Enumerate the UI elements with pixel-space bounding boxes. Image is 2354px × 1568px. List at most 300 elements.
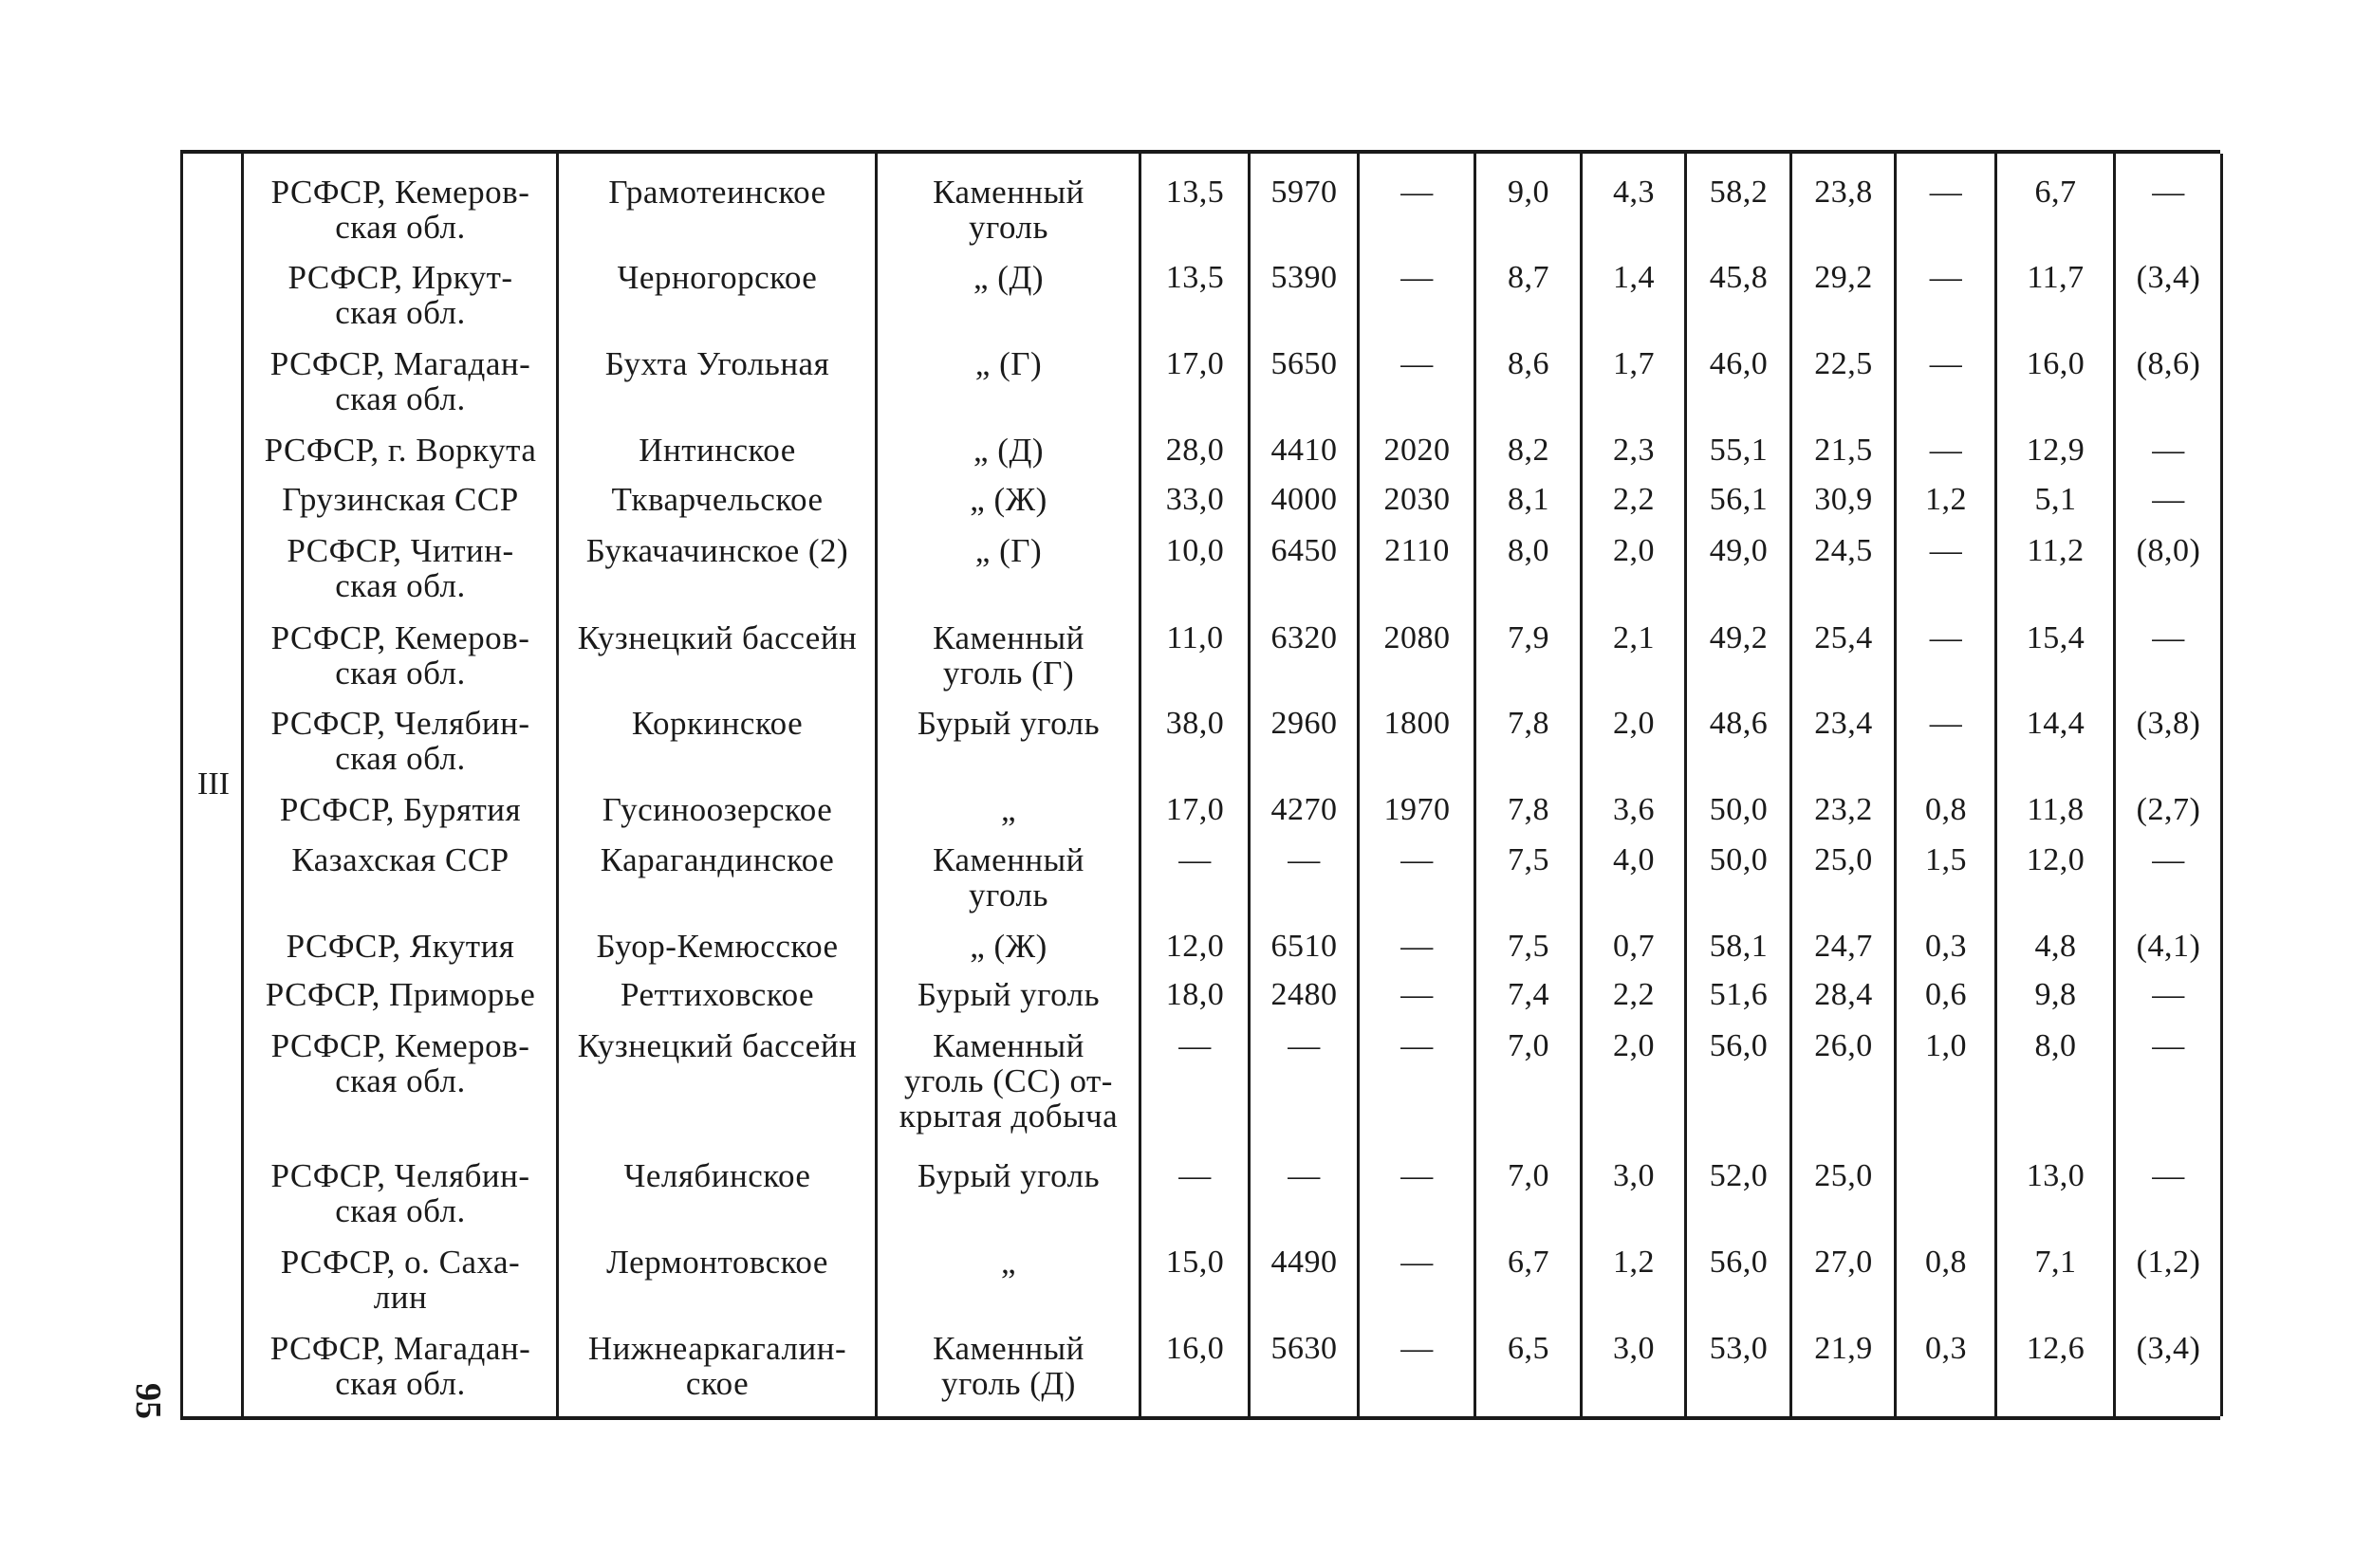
cell-line: 1,2 <box>1613 1245 1655 1280</box>
cell-line: ская обл. <box>335 1365 466 1402</box>
cell-line: Каменный <box>933 1330 1084 1367</box>
cell-line: 2080 <box>1383 620 1451 655</box>
cell-line: 56,0 <box>1709 1028 1769 1063</box>
table-cell-c9 <box>1998 1245 2113 1280</box>
cell-line: — <box>1400 842 1434 877</box>
table-cell-c6 <box>1688 929 1789 964</box>
table-cell-region <box>245 433 556 468</box>
cell-line: 8,0 <box>2034 1028 2077 1063</box>
cell-line: (8,6) <box>2136 346 2201 381</box>
cell-line: 10,0 <box>1165 533 1225 568</box>
table-cell-c7 <box>1793 533 1894 568</box>
table-cell-c8 <box>1898 842 1994 877</box>
table-cell-c10 <box>2117 346 2220 381</box>
cell-line: 13,5 <box>1165 260 1225 295</box>
group-label: III <box>197 766 230 802</box>
cell-line: Бурый уголь <box>917 1157 1101 1194</box>
table-cell-c2 <box>1251 929 1357 964</box>
table-cell-deposit <box>560 1158 875 1193</box>
table-cell-c2 <box>1251 533 1357 568</box>
table-cell-c2 <box>1251 1331 1357 1366</box>
table-cell-c4 <box>1477 929 1580 964</box>
table-cell-c6 <box>1688 842 1789 877</box>
cell-line: 24,7 <box>1814 929 1873 964</box>
cell-line: — <box>2152 842 2185 877</box>
table-cell-c3 <box>1361 977 1474 1012</box>
column-rule <box>1684 154 1687 1416</box>
cell-line: 1970 <box>1383 792 1451 827</box>
cell-line: 4,3 <box>1613 175 1655 210</box>
cell-line: РСФСР, г. Воркута <box>264 432 537 469</box>
table-cell-c5 <box>1584 533 1684 568</box>
cell-line: 4410 <box>1270 433 1338 468</box>
cell-line: Коркинское <box>631 705 804 742</box>
cell-line: Кузнецкий бассейн <box>577 1027 858 1064</box>
table-cell-type <box>879 929 1139 964</box>
cell-line: — <box>1400 1158 1434 1193</box>
table-cell-c6 <box>1688 792 1789 827</box>
table-cell-c8 <box>1898 1331 1994 1366</box>
table-cell-c10 <box>2117 1245 2220 1280</box>
cell-line: 2030 <box>1383 482 1451 517</box>
cell-line: РСФСР, Кемеров- <box>270 1027 530 1064</box>
cell-line: — <box>1400 977 1434 1012</box>
cell-line: 48,6 <box>1709 706 1769 741</box>
table-cell-c1 <box>1142 533 1248 568</box>
cell-line: 13,5 <box>1165 175 1225 210</box>
table-cell-c5 <box>1584 706 1684 741</box>
cell-line: 11,0 <box>1166 620 1224 655</box>
cell-line: РСФСР, Магадан- <box>269 1330 531 1367</box>
cell-line: (4,1) <box>2136 929 2201 964</box>
cell-line: РСФСР, Бурятия <box>279 791 522 828</box>
table-cell-c8 <box>1898 792 1994 827</box>
table-cell-c5 <box>1584 1245 1684 1280</box>
cell-line: 8,7 <box>1508 260 1549 295</box>
table-cell-c5 <box>1584 620 1684 655</box>
cell-line: 5390 <box>1270 260 1338 295</box>
table-cell-c9 <box>1998 620 2113 655</box>
page-number: 95 <box>128 1383 168 1419</box>
table-cell-type <box>879 1158 1139 1193</box>
cell-line: 6510 <box>1270 929 1338 964</box>
cell-line: РСФСР, Кемеров- <box>270 174 530 211</box>
cell-line: — <box>1178 842 1212 877</box>
table-cell-deposit <box>560 706 875 741</box>
table-cell-c10 <box>2117 260 2220 295</box>
table-cell-c9 <box>1998 346 2113 381</box>
table-cell-c10 <box>2117 977 2220 1012</box>
table-cell-c4 <box>1477 533 1580 568</box>
cell-line: 12,6 <box>2026 1331 2085 1366</box>
cell-line: ская обл. <box>335 1062 466 1099</box>
table-cell-c3 <box>1361 706 1474 741</box>
cell-line: ская обл. <box>335 655 466 692</box>
table-cell-c8 <box>1898 1028 1994 1063</box>
cell-line: Ткварчельское <box>611 481 824 518</box>
cell-line: „ (Ж) <box>970 481 1047 518</box>
table-cell-c7 <box>1793 706 1894 741</box>
cell-line: 12,0 <box>2026 842 2085 877</box>
cell-line: 49,2 <box>1709 620 1769 655</box>
column-rule <box>1474 154 1476 1416</box>
cell-line: — <box>1929 260 1963 295</box>
table-cell-c1 <box>1142 346 1248 381</box>
table-cell-c6 <box>1688 482 1789 517</box>
table-cell-c5 <box>1584 1028 1684 1063</box>
column-rule <box>875 154 878 1416</box>
cell-line: 6,7 <box>2034 175 2077 210</box>
table-cell-c10 <box>2117 175 2220 210</box>
cell-line: 6320 <box>1270 620 1338 655</box>
cell-line: 50,0 <box>1709 842 1769 877</box>
table-cell-c5 <box>1584 433 1684 468</box>
cell-line: 0,6 <box>1925 977 1967 1012</box>
cell-line: 5650 <box>1270 346 1338 381</box>
table-cell-region <box>245 1158 556 1228</box>
column-rule <box>2113 154 2116 1416</box>
table-cell-c8 <box>1898 260 1994 295</box>
cell-line: — <box>2152 620 2185 655</box>
table-cell-c7 <box>1793 1158 1894 1193</box>
column-rule <box>241 154 244 1416</box>
table-cell-c10 <box>2117 1028 2220 1063</box>
table-cell-c7 <box>1793 346 1894 381</box>
table-cell-region <box>245 977 556 1012</box>
cell-line: 8,1 <box>1508 482 1549 517</box>
cell-line: 7,9 <box>1508 620 1549 655</box>
table-cell-c8 <box>1898 482 1994 517</box>
table-cell-region <box>245 260 556 330</box>
table-cell-c3 <box>1361 260 1474 295</box>
table-cell-c5 <box>1584 260 1684 295</box>
table-cell-c3 <box>1361 433 1474 468</box>
cell-line: 0,3 <box>1925 929 1967 964</box>
table-cell-c8 <box>1898 175 1994 210</box>
table-cell-c2 <box>1251 1028 1357 1063</box>
cell-line: уголь (Г) <box>942 655 1075 692</box>
cell-line <box>1898 1158 1994 1193</box>
cell-line: 7,0 <box>1508 1158 1549 1193</box>
table-cell-deposit <box>560 929 875 964</box>
cell-line: 2,0 <box>1613 706 1655 741</box>
cell-line: 5630 <box>1270 1331 1338 1366</box>
table-cell-c1 <box>1142 433 1248 468</box>
table-cell-c2 <box>1251 620 1357 655</box>
table-cell-c6 <box>1688 1028 1789 1063</box>
cell-line: РСФСР, Челябин- <box>270 1157 530 1194</box>
table-cell-c1 <box>1142 175 1248 210</box>
cell-line: — <box>1400 346 1434 381</box>
cell-line: 2020 <box>1383 433 1451 468</box>
table-cell-c9 <box>1998 929 2113 964</box>
cell-line: 3,0 <box>1613 1158 1655 1193</box>
table-cell-deposit <box>560 533 875 568</box>
table-cell-c5 <box>1584 482 1684 517</box>
cell-line: РСФСР, Магадан- <box>269 345 531 382</box>
cell-line: 16,0 <box>2026 346 2085 381</box>
table-cell-type <box>879 706 1139 741</box>
cell-line: 50,0 <box>1709 792 1769 827</box>
table-cell-c4 <box>1477 977 1580 1012</box>
cell-line: Грузинская ССР <box>282 481 519 518</box>
cell-line: — <box>2152 175 2185 210</box>
cell-line: ская обл. <box>335 209 466 246</box>
table-cell-c5 <box>1584 1331 1684 1366</box>
table-cell-c10 <box>2117 533 2220 568</box>
table-cell-type <box>879 433 1139 468</box>
cell-line: 27,0 <box>1814 1245 1873 1280</box>
table-cell-c6 <box>1688 346 1789 381</box>
cell-line: 1,2 <box>1925 482 1967 517</box>
table-cell-c7 <box>1793 977 1894 1012</box>
cell-line: (3,8) <box>2136 706 2201 741</box>
cell-line: ская обл. <box>335 567 466 604</box>
cell-line: ская обл. <box>335 740 466 777</box>
table-cell-deposit <box>560 175 875 210</box>
table-cell-c5 <box>1584 346 1684 381</box>
table-cell-c1 <box>1142 929 1248 964</box>
cell-line: 2480 <box>1270 977 1338 1012</box>
table-cell-type <box>879 977 1139 1012</box>
cell-line: 9,0 <box>1508 175 1549 210</box>
cell-line: 26,0 <box>1814 1028 1873 1063</box>
cell-line: 7,0 <box>1508 1028 1549 1063</box>
cell-line: 1,5 <box>1925 842 1967 877</box>
table-cell-region <box>245 1028 556 1098</box>
table-cell-c4 <box>1477 482 1580 517</box>
table-cell-c4 <box>1477 433 1580 468</box>
cell-line: 7,8 <box>1508 792 1549 827</box>
table-cell-c8 <box>1898 433 1994 468</box>
table-cell-c6 <box>1688 1245 1789 1280</box>
table-cell-deposit <box>560 977 875 1012</box>
cell-line: (3,4) <box>2136 260 2201 295</box>
table-cell-c1 <box>1142 1028 1248 1063</box>
table-cell-c8 <box>1898 977 1994 1012</box>
cell-line: 28,4 <box>1814 977 1873 1012</box>
table-cell-deposit <box>560 260 875 295</box>
table-cell-c7 <box>1793 175 1894 210</box>
table-cell-c3 <box>1361 792 1474 827</box>
table-cell-c7 <box>1793 1028 1894 1063</box>
cell-line: 3,6 <box>1613 792 1655 827</box>
cell-line: РСФСР, о. Саха- <box>280 1244 521 1281</box>
table-cell-type <box>879 842 1139 913</box>
table-cell-deposit <box>560 842 875 877</box>
table-cell-region <box>245 346 556 416</box>
cell-line: 13,0 <box>2026 1158 2085 1193</box>
cell-line: 53,0 <box>1709 1331 1769 1366</box>
table-cell-c3 <box>1361 1331 1474 1366</box>
table-cell-deposit <box>560 620 875 655</box>
table-cell-region <box>245 533 556 603</box>
cell-line: 58,1 <box>1709 929 1769 964</box>
cell-line: 2,0 <box>1613 533 1655 568</box>
table-cell-c9 <box>1998 482 2113 517</box>
cell-line: 2,0 <box>1613 1028 1655 1063</box>
cell-line: — <box>1400 929 1434 964</box>
column-rule <box>556 154 559 1416</box>
cell-line: 23,4 <box>1814 706 1873 741</box>
table-cell-c7 <box>1793 842 1894 877</box>
cell-line: Нижнеаркагалин- <box>587 1330 847 1367</box>
cell-line: 30,9 <box>1814 482 1873 517</box>
cell-line: 0,3 <box>1925 1331 1967 1366</box>
table-top-rule <box>180 150 2220 154</box>
cell-line: РСФСР, Приморье <box>265 976 536 1013</box>
cell-line: уголь <box>969 209 1048 246</box>
cell-line: — <box>1178 1028 1212 1063</box>
cell-line: 1,4 <box>1613 260 1655 295</box>
column-rule <box>1994 154 1997 1416</box>
table-cell-c6 <box>1688 1158 1789 1193</box>
table-cell-c2 <box>1251 977 1357 1012</box>
cell-line: РСФСР, Читин- <box>287 532 514 569</box>
table-cell-type <box>879 346 1139 381</box>
cell-line: Каменный <box>933 1027 1084 1064</box>
cell-line: уголь (Д) <box>941 1365 1076 1402</box>
table-cell-c9 <box>1998 792 2113 827</box>
table-cell-c5 <box>1584 842 1684 877</box>
table-cell-c4 <box>1477 260 1580 295</box>
table-cell-deposit <box>560 346 875 381</box>
cell-line: — <box>1400 175 1434 210</box>
table-cell-c8 <box>1898 706 1994 741</box>
table-cell-c4 <box>1477 706 1580 741</box>
cell-line: 4490 <box>1270 1245 1338 1280</box>
cell-line: Каменный <box>933 841 1084 878</box>
table-cell-c2 <box>1251 260 1357 295</box>
cell-line: — <box>1178 1158 1212 1193</box>
table-cell-type <box>879 620 1139 691</box>
table-cell-c1 <box>1142 792 1248 827</box>
table-cell-type <box>879 1331 1139 1401</box>
cell-line: РСФСР, Иркут- <box>287 259 513 296</box>
column-rule <box>180 154 183 1416</box>
cell-line: ская обл. <box>335 1192 466 1229</box>
table-cell-c7 <box>1793 482 1894 517</box>
cell-line: 7,1 <box>2034 1245 2077 1280</box>
table-cell-c6 <box>1688 433 1789 468</box>
table-cell-c9 <box>1998 977 2113 1012</box>
table-cell-deposit <box>560 482 875 517</box>
table-cell-c10 <box>2117 706 2220 741</box>
cell-line: лин <box>373 1279 428 1316</box>
table-cell-c8 <box>1898 620 1994 655</box>
table-cell-c4 <box>1477 175 1580 210</box>
table-cell-c5 <box>1584 977 1684 1012</box>
cell-line: 49,0 <box>1709 533 1769 568</box>
cell-line: Бухта Угольная <box>604 345 830 382</box>
table-cell-type <box>879 175 1139 245</box>
cell-line: — <box>1400 1028 1434 1063</box>
cell-line: 7,4 <box>1508 977 1549 1012</box>
table-cell-c6 <box>1688 260 1789 295</box>
table-cell-c4 <box>1477 792 1580 827</box>
cell-line: Буор-Кемюсское <box>596 928 839 965</box>
column-rule <box>1248 154 1251 1416</box>
table-cell-type <box>879 792 1139 827</box>
cell-line: Гусиноозерское <box>602 791 833 828</box>
table-cell-type <box>879 1245 1139 1280</box>
table-cell-c4 <box>1477 1028 1580 1063</box>
cell-line: 56,0 <box>1709 1245 1769 1280</box>
cell-line: 21,5 <box>1814 433 1873 468</box>
table-cell-c9 <box>1998 433 2113 468</box>
table-cell-c1 <box>1142 977 1248 1012</box>
table-cell-c9 <box>1998 1028 2113 1063</box>
cell-line: 25,0 <box>1814 1158 1873 1193</box>
cell-line: — <box>1400 1245 1434 1280</box>
column-rule <box>1789 154 1792 1416</box>
table-cell-c10 <box>2117 433 2220 468</box>
cell-line: 2,2 <box>1613 482 1655 517</box>
cell-line: Каменный <box>933 619 1084 656</box>
cell-line: 4,8 <box>2034 929 2077 964</box>
table-cell-c2 <box>1251 842 1357 877</box>
table-cell-c7 <box>1793 792 1894 827</box>
table-cell-c10 <box>2117 842 2220 877</box>
cell-line: 2960 <box>1270 706 1338 741</box>
cell-line: 8,2 <box>1508 433 1549 468</box>
cell-line: — <box>2152 1028 2185 1063</box>
cell-line: — <box>1288 842 1321 877</box>
table-cell-region <box>245 482 556 517</box>
cell-line: 5,1 <box>2034 482 2077 517</box>
cell-line: Лермонтовское <box>606 1244 828 1281</box>
table-cell-c10 <box>2117 482 2220 517</box>
table-cell-c4 <box>1477 1158 1580 1193</box>
cell-line: РСФСР, Челябин- <box>270 705 530 742</box>
cell-line: 11,8 <box>2027 792 2085 827</box>
table-cell-c4 <box>1477 620 1580 655</box>
cell-line: 6,7 <box>1508 1245 1549 1280</box>
table-cell-region <box>245 175 556 245</box>
cell-line: „ (Ж) <box>970 928 1047 965</box>
cell-line: 29,2 <box>1814 260 1873 295</box>
table-cell-c10 <box>2117 792 2220 827</box>
cell-line: 58,2 <box>1709 175 1769 210</box>
table-cell-c3 <box>1361 346 1474 381</box>
table-cell-c2 <box>1251 346 1357 381</box>
cell-line: Кузнецкий бассейн <box>577 619 858 656</box>
table-cell-c7 <box>1793 1245 1894 1280</box>
cell-line: РСФСР, Якутия <box>286 928 515 965</box>
cell-line: 33,0 <box>1165 482 1225 517</box>
cell-line: ское <box>685 1365 750 1402</box>
cell-line: 0,8 <box>1925 792 1967 827</box>
cell-line: (2,7) <box>2136 792 2201 827</box>
cell-line: 28,0 <box>1165 433 1225 468</box>
table-cell-c3 <box>1361 1028 1474 1063</box>
table-cell-c4 <box>1477 842 1580 877</box>
table-cell-c3 <box>1361 1245 1474 1280</box>
cell-line: 2,3 <box>1613 433 1655 468</box>
cell-line: Реттиховское <box>620 976 815 1013</box>
table-cell-c3 <box>1361 842 1474 877</box>
table-cell-c3 <box>1361 1158 1474 1193</box>
cell-line: Челябинское <box>623 1157 811 1194</box>
table-cell-c1 <box>1142 1158 1248 1193</box>
table-cell-region <box>245 706 556 776</box>
table-cell-c9 <box>1998 260 2113 295</box>
cell-line: 18,0 <box>1165 977 1225 1012</box>
table-cell-c6 <box>1688 620 1789 655</box>
cell-line: 1,7 <box>1613 346 1655 381</box>
table-cell-deposit <box>560 792 875 827</box>
cell-line: — <box>2152 482 2185 517</box>
